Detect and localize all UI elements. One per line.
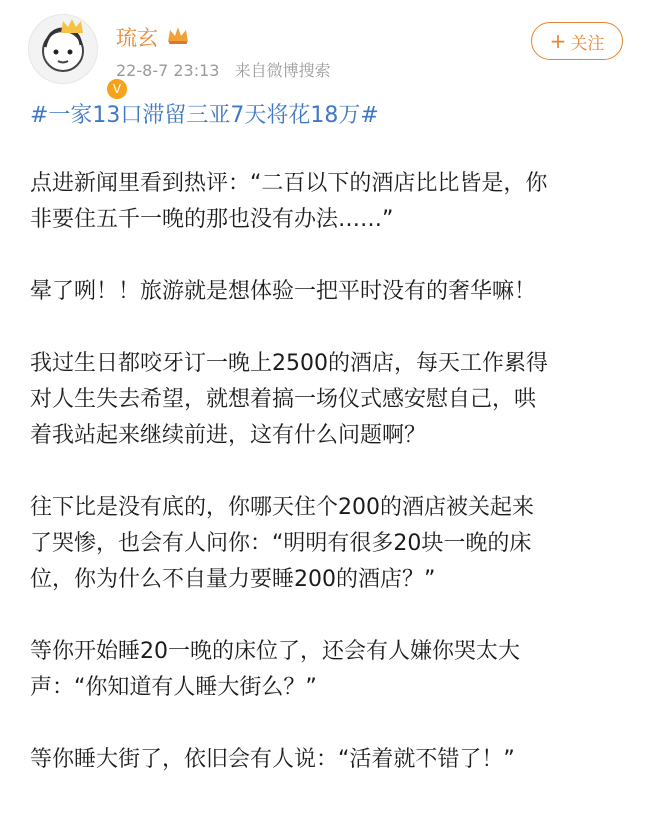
paragraph: 点进新闻里看到热评：“二百以下的酒店比比皆是，你 非要住五千一晚的那也没有办法……” — [30, 171, 548, 232]
post-meta — [116, 58, 341, 81]
post-content — [30, 166, 630, 814]
post-timestamp: 22-8-7 23:13 — [116, 61, 220, 80]
vip-crown-icon — [166, 24, 190, 46]
paragraph: 晕了咧！！旅游就是想体验一把平时没有的奢华嘛！ — [30, 279, 537, 304]
paragraph: 我过生日都咬牙订一晚上2500的酒店，每天工作累得 对人生失去希望，就想着搞一场仪式感安慰自己，哄 着我站起来继续前进，这有什么问题啊？ — [30, 351, 548, 448]
crown-icon — [59, 17, 85, 35]
follow-button[interactable] — [531, 22, 623, 60]
follow-label: 关注 — [570, 33, 605, 54]
plus-icon: + — [549, 29, 567, 53]
topic-hashtag[interactable]: #一家13口滞留三亚7天将花18万# — [30, 103, 379, 128]
avatar[interactable] — [28, 14, 122, 96]
paragraph: 等你睡大街了，依旧会有人说：“活着就不错了！” — [30, 747, 515, 772]
paragraph: 等你开始睡20一晚的床位了，还会有人嫌你哭太大 声：“你知道有人睡大街么？” — [30, 639, 520, 700]
username[interactable]: 琉玄 — [116, 26, 158, 50]
paragraph: 往下比是没有底的，你哪天住个200的酒店被关起来 了哭惨，也会有人问你：“明明有很多20块一晚的床 位，你为什么不自量力要睡200的酒店？” — [30, 495, 534, 592]
verified-badge-icon: V — [105, 77, 129, 101]
post-header — [0, 0, 656, 96]
post-source: 来自微博搜索 — [234, 61, 331, 80]
